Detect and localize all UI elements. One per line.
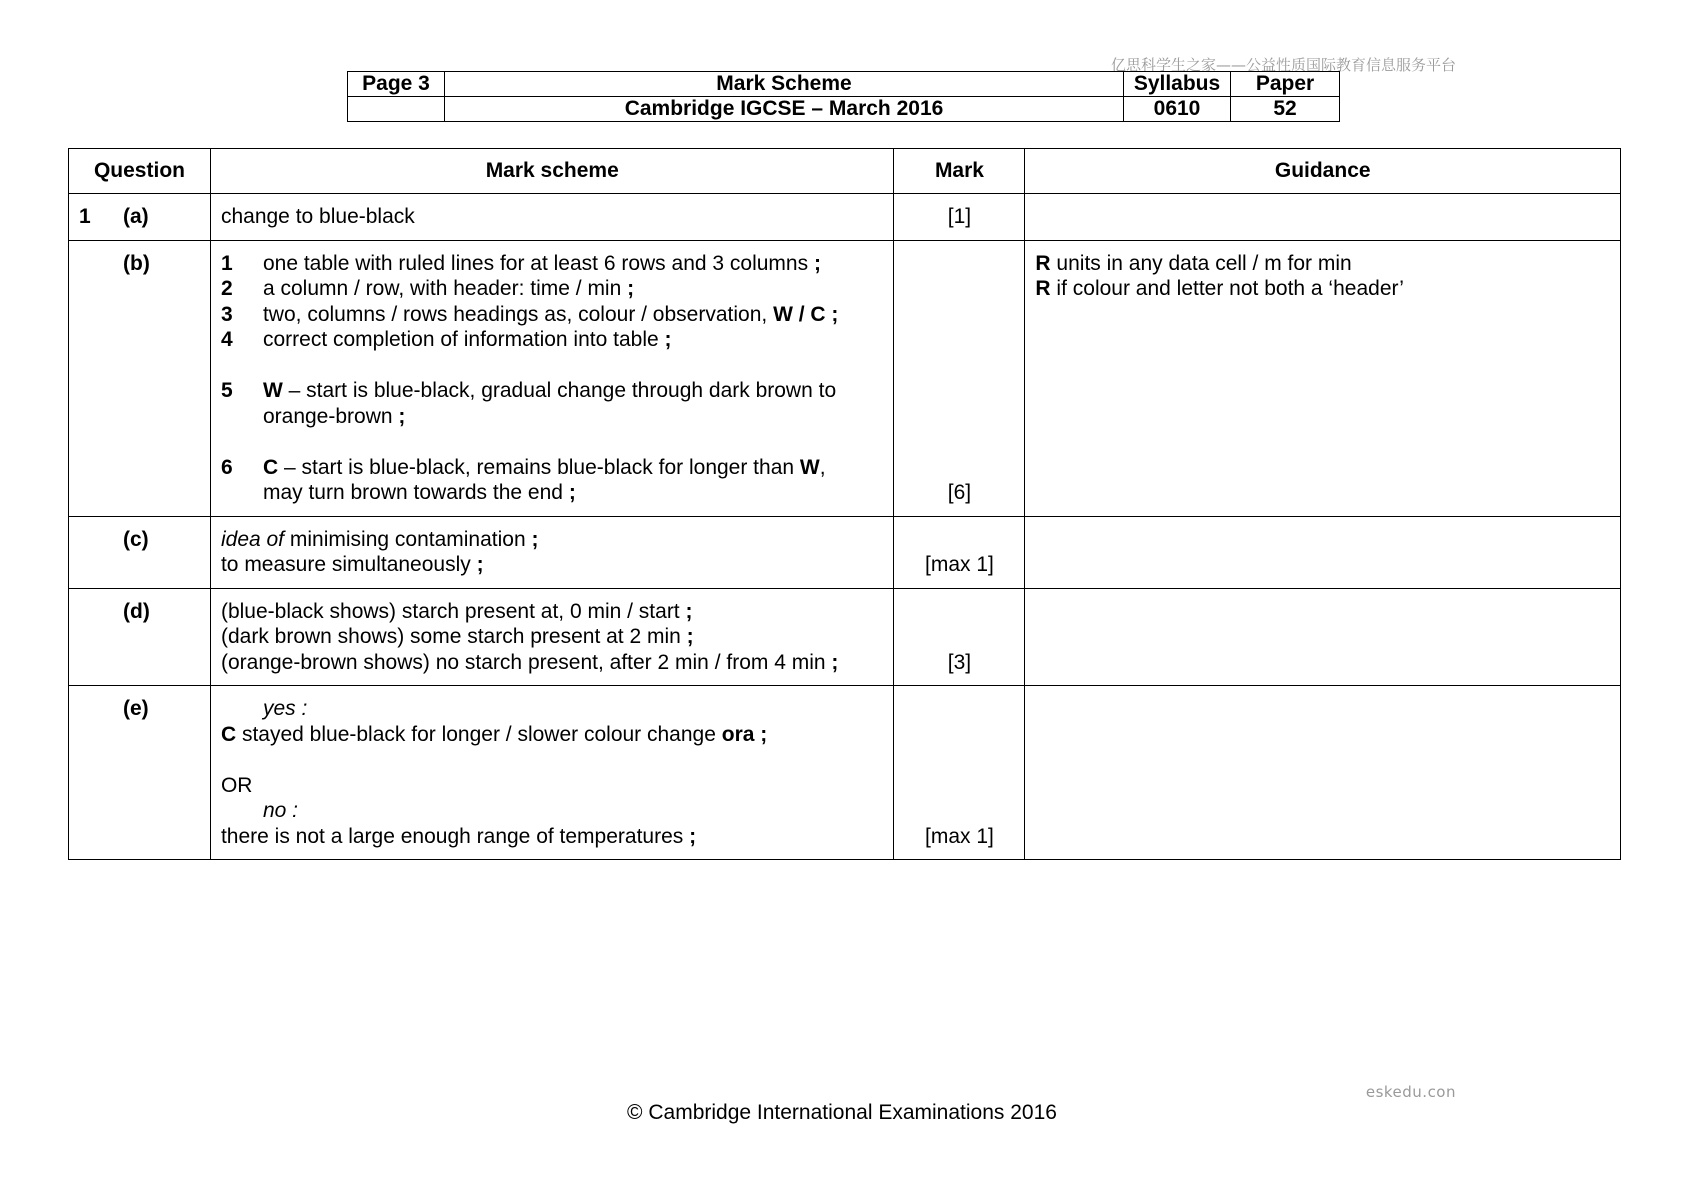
- answer-line-1: C stayed blue-black for longer / slower colour change ora ;: [220, 722, 768, 746]
- mark-cell: [894, 686, 1025, 860]
- question-number: 1: [79, 205, 91, 228]
- mark-scheme-table: [68, 148, 1621, 860]
- header-table: [347, 71, 1340, 122]
- point-2: 2 a column / row, with header: time / min ;: [220, 277, 635, 300]
- question-part: (e): [123, 697, 149, 720]
- header-mark-scheme: Mark scheme: [210, 149, 894, 194]
- point-3: 3 two, columns / rows headings as, colour / observation, W / C ;: [220, 302, 839, 326]
- question-cell: [69, 194, 211, 241]
- question-cell: [69, 686, 211, 860]
- point-5-cont: orange-brown ;: [262, 404, 406, 428]
- answer-line-3: (orange-brown shows) no starch present, after 2 min / from 4 min ;: [220, 650, 839, 674]
- point-6: 6 C – start is blue-black, remains blue-black for longer than W,: [220, 455, 826, 479]
- paper-number: 52: [1231, 97, 1340, 122]
- mark-value: [max 1]: [925, 824, 994, 848]
- question-part: (a): [123, 205, 149, 228]
- syllabus-label: Syllabus: [1124, 72, 1231, 97]
- point-1: 1 one table with ruled lines for at least 6 rows and 3 columns ;: [220, 251, 821, 275]
- question-cell: [69, 240, 211, 516]
- question-part: (d): [123, 599, 150, 623]
- answer-line-2: to measure simultaneously ;: [220, 553, 484, 576]
- table-row: [69, 194, 1621, 241]
- guidance-cell: [1025, 516, 1621, 588]
- answer-line-2: there is not a large enough range of temperatures ;: [220, 824, 697, 848]
- question-cell: [69, 588, 211, 686]
- guidance-cell: [1025, 588, 1621, 686]
- table-row: [69, 516, 1621, 588]
- header-empty-cell: [348, 97, 445, 122]
- guidance-cell: [1025, 240, 1621, 516]
- mark-cell: [894, 194, 1025, 241]
- question-part: (b): [123, 251, 150, 275]
- mark-value: [3]: [947, 650, 972, 674]
- answer-text: change to blue-black: [220, 205, 415, 228]
- watermark-top: 亿思科学生之家——公益性质国际教育信息服务平台: [1110, 56, 1456, 74]
- mark-cell: [894, 516, 1025, 588]
- document-title: Mark Scheme: [445, 72, 1124, 97]
- mark-cell: [894, 240, 1025, 516]
- header-question: Question: [69, 149, 211, 194]
- table-row: [69, 240, 1621, 516]
- table-row: [69, 588, 1621, 686]
- guidance-line-2: R if colour and letter not both a ‘header’: [1035, 277, 1404, 300]
- answer-line-1: (blue-black shows) starch present at, 0 min / start ;: [220, 599, 693, 623]
- no-label: no :: [262, 799, 298, 822]
- mark-value: [1]: [947, 205, 972, 228]
- point-5: 5 W – start is blue-black, gradual change through dark brown to: [220, 379, 837, 402]
- table-header-row: [69, 149, 1621, 194]
- point-6-cont: may turn brown towards the end ;: [262, 481, 576, 504]
- mark-scheme-cell: [210, 194, 894, 241]
- mark-scheme-cell: [210, 240, 894, 516]
- mark-scheme-cell: [210, 516, 894, 588]
- header-mark: Mark: [894, 149, 1025, 194]
- mark-value: [6]: [947, 481, 972, 504]
- mark-cell: [894, 588, 1025, 686]
- document-subtitle: Cambridge IGCSE – March 2016: [445, 97, 1124, 122]
- yes-label: yes :: [262, 697, 308, 720]
- mark-scheme-cell: [210, 588, 894, 686]
- guidance-cell: [1025, 686, 1621, 860]
- answer-line-2: (dark brown shows) some starch present at 2 min ;: [220, 625, 694, 648]
- table-row: [69, 686, 1621, 860]
- syllabus-code: 0610: [1124, 97, 1231, 122]
- or-label: OR: [220, 773, 253, 797]
- point-4: 4 correct completion of information into table ;: [220, 328, 672, 351]
- copyright-footer: © Cambridge International Examinations 2016: [627, 1101, 1057, 1124]
- question-cell: [69, 516, 211, 588]
- answer-line-1: idea of minimising contamination ;: [220, 527, 539, 551]
- header-guidance: Guidance: [1025, 149, 1621, 194]
- mark-value: [max 1]: [925, 553, 994, 576]
- page-number: Page 3: [348, 72, 445, 97]
- watermark-bottom: eskedu.con: [1365, 1083, 1456, 1101]
- paper-label: Paper: [1231, 72, 1340, 97]
- guidance-cell: [1025, 194, 1621, 241]
- question-part: (c): [123, 527, 149, 551]
- mark-scheme-cell: [210, 686, 894, 860]
- guidance-line-1: R units in any data cell / m for min: [1035, 251, 1352, 275]
